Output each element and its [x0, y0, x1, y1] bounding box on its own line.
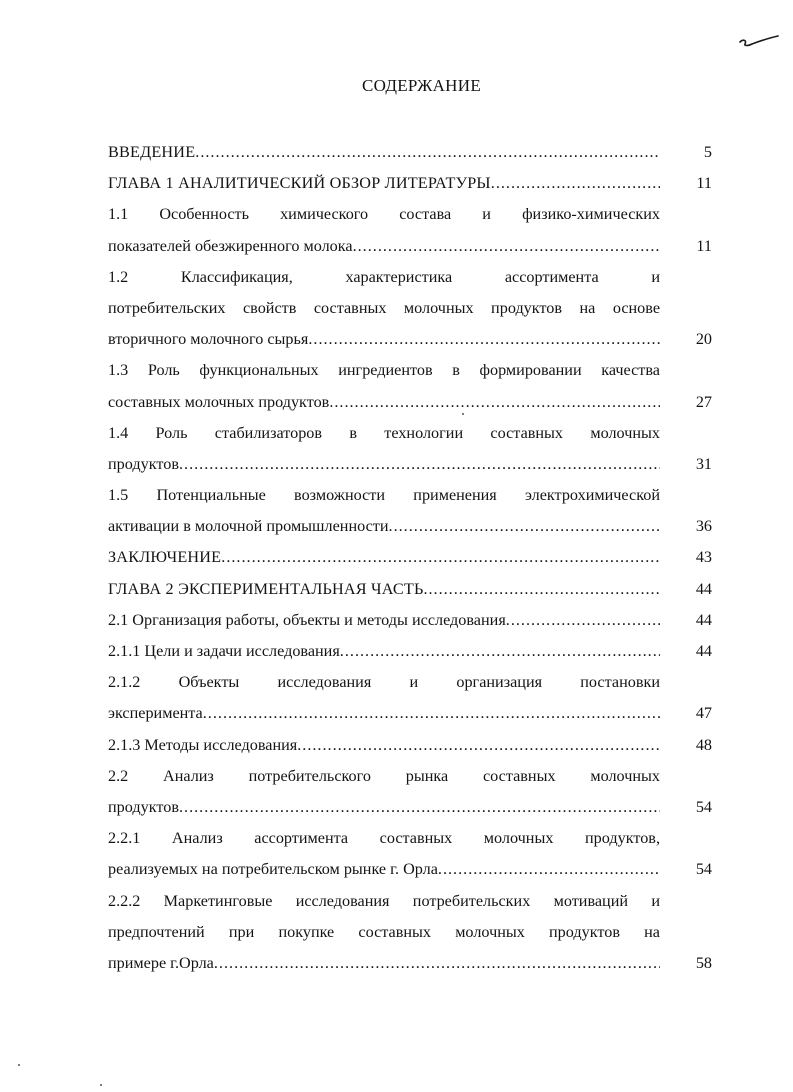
toc-entry-line [108, 823, 712, 854]
toc-page-number: 11 [696, 174, 712, 193]
toc-entry-line [108, 886, 712, 917]
dot-leader [179, 449, 660, 480]
toc-entry [108, 199, 712, 261]
dot-leader [297, 730, 660, 761]
toc-page-number: 20 [695, 330, 712, 349]
toc-entry-leader [108, 636, 660, 667]
toc-entry-leader [108, 698, 660, 729]
toc-entry-line [108, 667, 712, 698]
toc-entry-line [108, 761, 712, 792]
toc-entry-leader [108, 605, 660, 636]
toc-entry-line [108, 698, 712, 729]
toc-entry [108, 480, 712, 542]
toc-page-number: 5 [703, 143, 712, 161]
toc-entry-leader [108, 792, 660, 823]
toc-entry-leader [108, 511, 660, 542]
toc-entry-leader [108, 574, 660, 605]
toc-entry-line [108, 355, 712, 386]
toc-entry-text: примере г.Орла [108, 953, 214, 972]
dot-leader [203, 698, 660, 729]
toc-entry-leader [108, 231, 660, 262]
scan-speck [18, 1064, 20, 1066]
toc-entry-text: 2.1.1 Цели и задачи исследования [108, 642, 340, 660]
toc-entry-text: 2.2.1 Анализ ассортимента составных молочных продуктов, [108, 829, 660, 848]
toc-entry [108, 886, 712, 980]
toc-entry [108, 418, 712, 480]
toc-entry [108, 262, 712, 356]
toc-entry-leader [108, 168, 660, 199]
dot-leader [340, 636, 660, 667]
toc-entry-line [108, 231, 712, 262]
toc-entry-text: 2.1 Организация работы, объекты и методы исследования [108, 610, 506, 629]
toc-entry-text: ГЛАВА 2 ЭКСПЕРИМЕНТАЛЬНАЯ ЧАСТЬ [108, 579, 424, 598]
toc-entry [108, 823, 712, 885]
toc-entry-text: активации в молочной промышленности [108, 517, 389, 536]
toc-entry-line [108, 917, 712, 948]
scan-speck [462, 413, 464, 415]
toc-entry-line [108, 387, 712, 418]
toc-entry-text: 1.5 Потенциальные возможности применения электрохимической [108, 486, 660, 505]
toc-entry-text: продуктов [108, 454, 179, 473]
scan-speck [100, 1084, 102, 1086]
toc-entry-text: 1.3 Роль функциональных ингредиентов в формировании качества [108, 361, 660, 380]
toc-entry-line [108, 480, 712, 511]
toc-entry [108, 605, 712, 636]
toc-entry-line [108, 948, 712, 979]
toc-entry-text: 2.2 Анализ потребительского рынка составных молочных [108, 766, 660, 785]
toc-entry [108, 168, 712, 199]
toc-page-number: 11 [696, 236, 712, 255]
toc-entry-text: эксперимента [108, 704, 203, 723]
toc-entry [108, 355, 712, 417]
toc-entry [108, 574, 712, 605]
toc-page-number: 27 [695, 392, 712, 411]
handwritten-page-mark [736, 34, 780, 52]
toc-entry-text: 2.2.2 Маркетинговые исследования потребительских мотиваций и [108, 891, 660, 910]
toc-entry-text: продуктов [108, 797, 179, 816]
toc-entry-line [108, 636, 712, 667]
toc-page-number: 58 [695, 953, 712, 972]
dot-leader [308, 324, 660, 355]
toc-entry-line [108, 792, 712, 823]
toc-entry-text: 2.1.3 Методы исследования [108, 735, 298, 754]
toc-entry-text: потребительских свойств составных молочных продуктов на основе [108, 298, 660, 317]
toc-entry [108, 542, 712, 573]
toc-entry-line [108, 605, 712, 636]
toc-page-number: 43 [695, 548, 712, 567]
toc-page-number: 44 [695, 642, 712, 660]
toc-entry-text: ЗАКЛЮЧЕНИЕ [108, 548, 222, 567]
toc-page-number: 44 [695, 579, 712, 598]
toc-entry-leader [108, 449, 660, 480]
dot-leader [353, 231, 660, 262]
dot-leader [423, 574, 660, 605]
toc-entry-line [108, 574, 712, 605]
toc-entry-text: показателей обезжиренного молока [108, 236, 353, 255]
toc-entry-leader [108, 948, 660, 979]
toc-entry-text: ВВЕДЕНИЕ [108, 143, 196, 161]
toc-entry-line [108, 854, 712, 885]
toc-entry [108, 137, 712, 168]
toc-page-number: 36 [695, 517, 712, 536]
toc-entry-line [108, 137, 712, 168]
toc-page-number: 48 [695, 735, 712, 754]
page-title: СОДЕРЖАНИЕ [361, 76, 482, 95]
dot-leader [214, 948, 660, 979]
toc-entry-text: составных молочных продуктов [108, 392, 330, 411]
dot-leader [438, 854, 660, 885]
toc-entry [108, 730, 712, 761]
toc-entry-text: ГЛАВА 1 АНАЛИТИЧЕСКИЙ ОБЗОР ЛИТЕРАТУРЫ [108, 174, 491, 193]
toc-entry-text: 1.4 Роль стабилизаторов в технологии составных молочных [108, 423, 660, 442]
toc-entry-line [108, 449, 712, 480]
toc-entry [108, 636, 712, 667]
toc-entry-leader [108, 730, 660, 761]
toc-page-number: 54 [695, 860, 712, 879]
toc-entry-line [108, 168, 712, 199]
dot-leader [491, 168, 660, 199]
toc-entry-text: 1.1 Особенность химического состава и физико-химических [108, 205, 660, 224]
toc-entry-line [108, 511, 712, 542]
toc-entry-leader [108, 324, 660, 355]
toc-entry-leader [108, 387, 660, 418]
dot-leader [221, 542, 660, 573]
toc-entry [108, 761, 712, 823]
dot-leader [389, 511, 660, 542]
toc-entry-line [108, 542, 712, 573]
table-of-contents [108, 137, 712, 979]
toc-entry-line [108, 293, 712, 324]
toc-entry-line [108, 262, 712, 293]
toc-entry-text: предпочтений при покупке составных молочных продуктов на [108, 922, 660, 941]
toc-entry-text: 1.2 Классификация, характеристика ассортимента и [108, 267, 660, 286]
toc-entry-leader [108, 542, 660, 573]
toc-entry-line [108, 730, 712, 761]
dot-leader [179, 792, 660, 823]
toc-page-number: 31 [695, 454, 712, 473]
toc-page-number: 54 [695, 797, 712, 816]
toc-page-number: 47 [695, 704, 712, 723]
dot-leader [329, 387, 660, 418]
toc-entry-leader [108, 137, 660, 168]
toc-entry-text: вторичного молочного сырья [108, 330, 309, 349]
toc-page-number: 44 [695, 610, 712, 629]
toc-entry-line [108, 324, 712, 355]
toc-entry-leader [108, 854, 660, 885]
dot-leader [195, 137, 660, 168]
toc-entry-line [108, 418, 712, 449]
toc-entry-line [108, 199, 712, 230]
toc-entry-text: 2.1.2 Объекты исследования и организация постановки [108, 673, 660, 692]
toc-entry-text: реализуемых на потребительском рынке г. Орла [108, 860, 438, 879]
toc-entry [108, 667, 712, 729]
dot-leader [506, 605, 660, 636]
